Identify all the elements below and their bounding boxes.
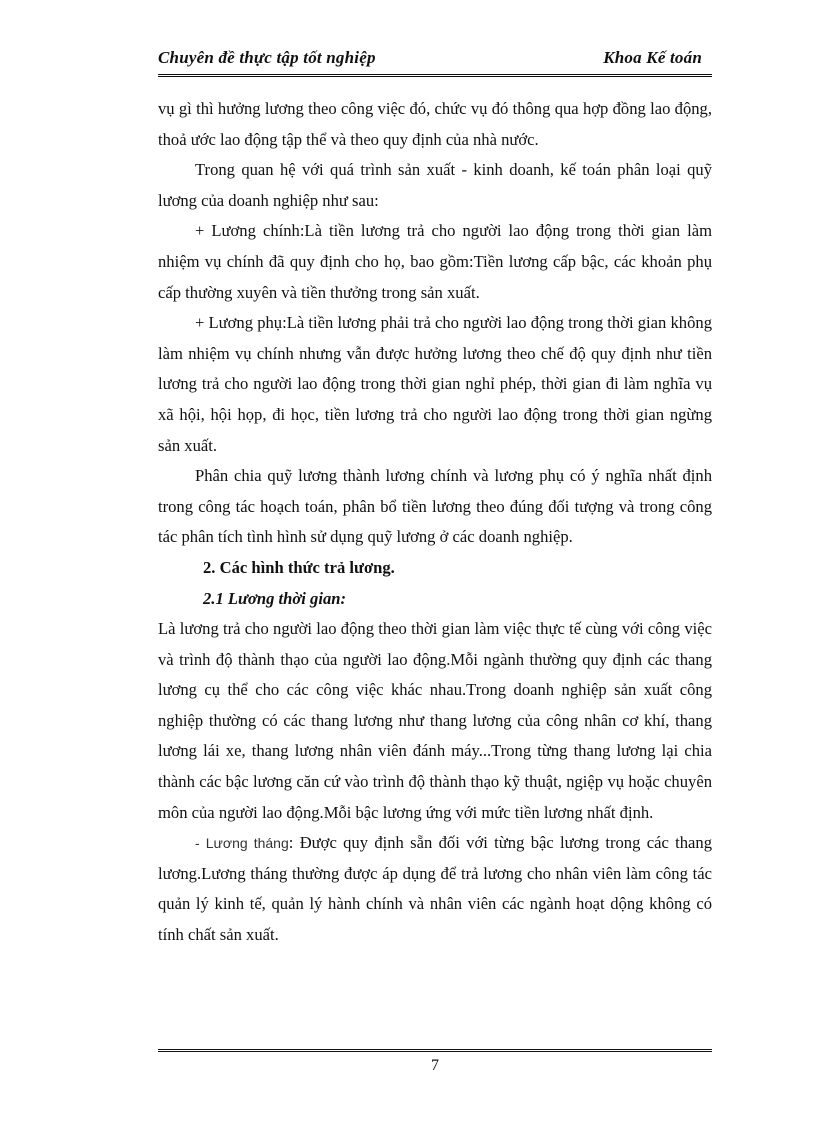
- page-footer: [158, 1049, 712, 1082]
- document-body: [158, 94, 712, 951]
- header-document-title: Chuyên đề thực tập tốt nghiệp: [158, 48, 376, 67]
- paragraph-main-salary: + Lương chính:Là tiền lương trả cho người lao động trong thời gian làm nhiệm vụ chính đã quy định cho họ, bao gồm:Tiền lương cấp bậc, các khoản phụ cấp thường xuyên và tiền thưởng trong sản xuất.: [158, 221, 712, 302]
- paragraph-salary-division: Phân chia quỹ lương thành lương chính và lương phụ có ý nghĩa nhất định trong công tác hoạch toán, phân bổ tiền lương theo đúng đối tượng và trong công tác phân tích tình hình sử dụng quỹ lương ở các doanh nghiệp.: [158, 466, 712, 547]
- header-faculty: Khoa Kế toán: [603, 48, 702, 67]
- paragraph-extra-salary: + Lương phụ:Là tiền lương phải trả cho người lao động trong thời gian không làm nhiệm vụ chính nhưng vẫn được hưởng lương theo chế độ quy định như tiền lương trả cho người lao động trong thời gian nghỉ phép, thời gian đi làm nghĩa vụ xã hội, hội họp, đi học, tiền lương trả cho người lao động trong thời gian ngừng sản xuất.: [158, 313, 712, 455]
- page-number: 7: [431, 1057, 439, 1074]
- paragraph-time-salary: Là lương trả cho người lao động theo thời gian làm việc thực tế cùng với công việc và trình độ thành thạo của người lao động.Mỗi ngành thường quy định các thang lương cụ thể cho các công việc khác nhau.Trong doanh nghiệp sản xuất công nghiệp thường có các thang lương như thang lương của công nhân cơ khí, thang lương lái xe, thang lương nhân viên đánh máy...Trong từng thang lương lại chia thành các bậc lương căn cứ vào trình độ thành thạo kỹ thuật, ngiệp vụ hoặc chuyên môn của người lao động.Mỗi bậc lương ứng với mức tiền lương nhất định.: [158, 619, 712, 822]
- paragraph-monthly-salary: [158, 828, 712, 950]
- subsection-heading-time-salary: 2.1 Lương thời gian:: [203, 588, 347, 608]
- page-header: [158, 46, 712, 77]
- paragraph-classification-intro: Trong quan hệ với quá trình sản xuất - kinh doanh, kế toán phân loại quỹ lương của doanh nghiệp như sau:: [158, 160, 712, 210]
- monthly-salary-term: - Lương tháng: [195, 835, 289, 852]
- section-heading-payment-forms: 2. Các hình thức trả lương.: [203, 557, 395, 577]
- paragraph-continuation: vụ gì thì hưởng lương theo công việc đó, chức vụ đó thông qua hợp đồng lao động, thoả ước lao động tập thể và theo quy định của nhà nước.: [158, 99, 712, 149]
- monthly-salary-definition: : Được quy định sẵn đối với từng bậc lương trong các thang lương.Lương tháng thường được áp dụng để trả lương cho nhân viên làm công tác quản lý kinh tế, quản lý hành chính và nhân viên các ngành hoạt dộng không có tính chất sản xuất.: [158, 833, 712, 945]
